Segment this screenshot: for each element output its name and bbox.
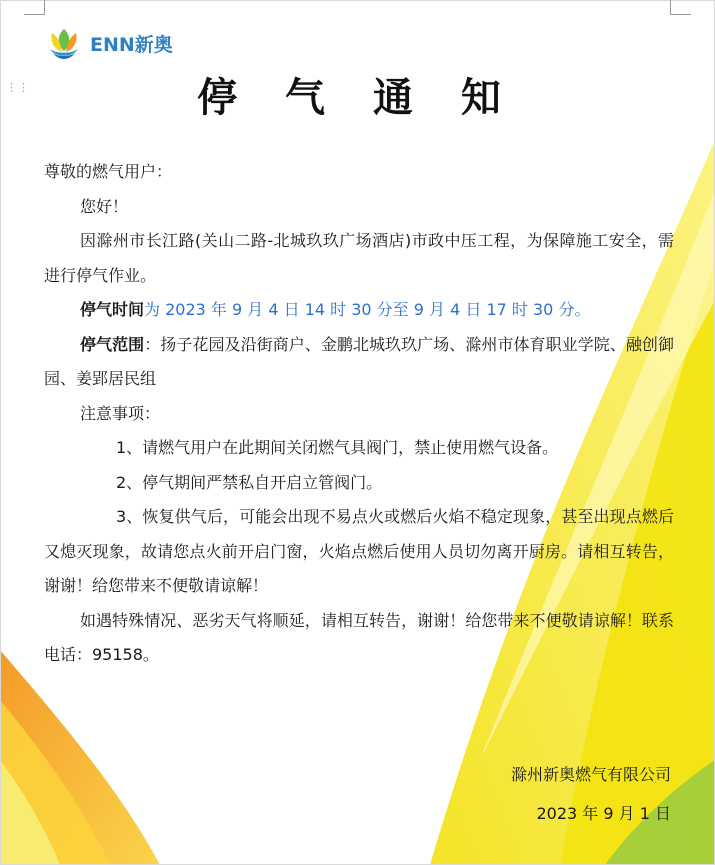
page-corner-mark <box>24 0 45 15</box>
outage-scope-paragraph <box>44 328 674 397</box>
outage-scope-value: ：扬子花园及沿街商户、金鹏北城玖玖广场、滁州市体育职业学院、融创御园、姜郢居民组 <box>44 334 674 388</box>
brand-name: ENN新奥 <box>90 33 173 56</box>
page-corner-mark <box>670 0 691 15</box>
outage-time-value: 为 2023 年 9 月 4 日 14 时 30 分至 9 月 4 日 17 时 30 分。 <box>144 300 591 319</box>
outage-time-label: 停气时间 <box>80 300 145 319</box>
company-logo <box>44 23 173 63</box>
outage-time-paragraph <box>44 293 674 328</box>
note-item: 1、请燃气用户在此期间关闭燃气具阀门，禁止使用燃气设备。 <box>116 438 559 457</box>
greeting: 您好！ <box>80 196 129 216</box>
note-item: 2、停气期间严禁私自开启立管阀门。 <box>116 472 383 492</box>
drag-handle-icon[interactable]: ⋮⋮ <box>6 81 30 94</box>
salutation: 尊敬的燃气用户： <box>44 162 173 181</box>
notes-heading: 注意事项： <box>80 403 161 423</box>
intro-paragraph: 因滁州市长江路(关山二路-北城玖玖广场酒店)市政中压工程，为保障施工安全，需进行停气作业。 <box>44 231 674 285</box>
page-title: 停 气 通 知 <box>197 75 518 121</box>
company-signature: 滁州新奥燃气有限公司 <box>510 765 671 784</box>
notice-body <box>44 155 674 673</box>
enn-leaf-logo-icon <box>44 23 84 63</box>
outage-scope-label: 停气范围 <box>80 334 145 354</box>
notice-date: 2023 年 9 月 1 日 <box>536 804 671 823</box>
closing-paragraph: 如遇特殊情况、恶劣天气将顺延，请相互转告，谢谢！给您带来不便敬请谅解！联系电话：95158。 <box>44 610 674 664</box>
note-item: 3、恢复供气后，可能会出现不易点火或燃后火焰不稳定现象，甚至出现点燃后又熄灭现象，故请您点火前开启门窗，火焰点燃后使用人员切勿离开厨房。请相互转告，谢谢！给您带来不便敬请谅解！ <box>44 507 674 595</box>
